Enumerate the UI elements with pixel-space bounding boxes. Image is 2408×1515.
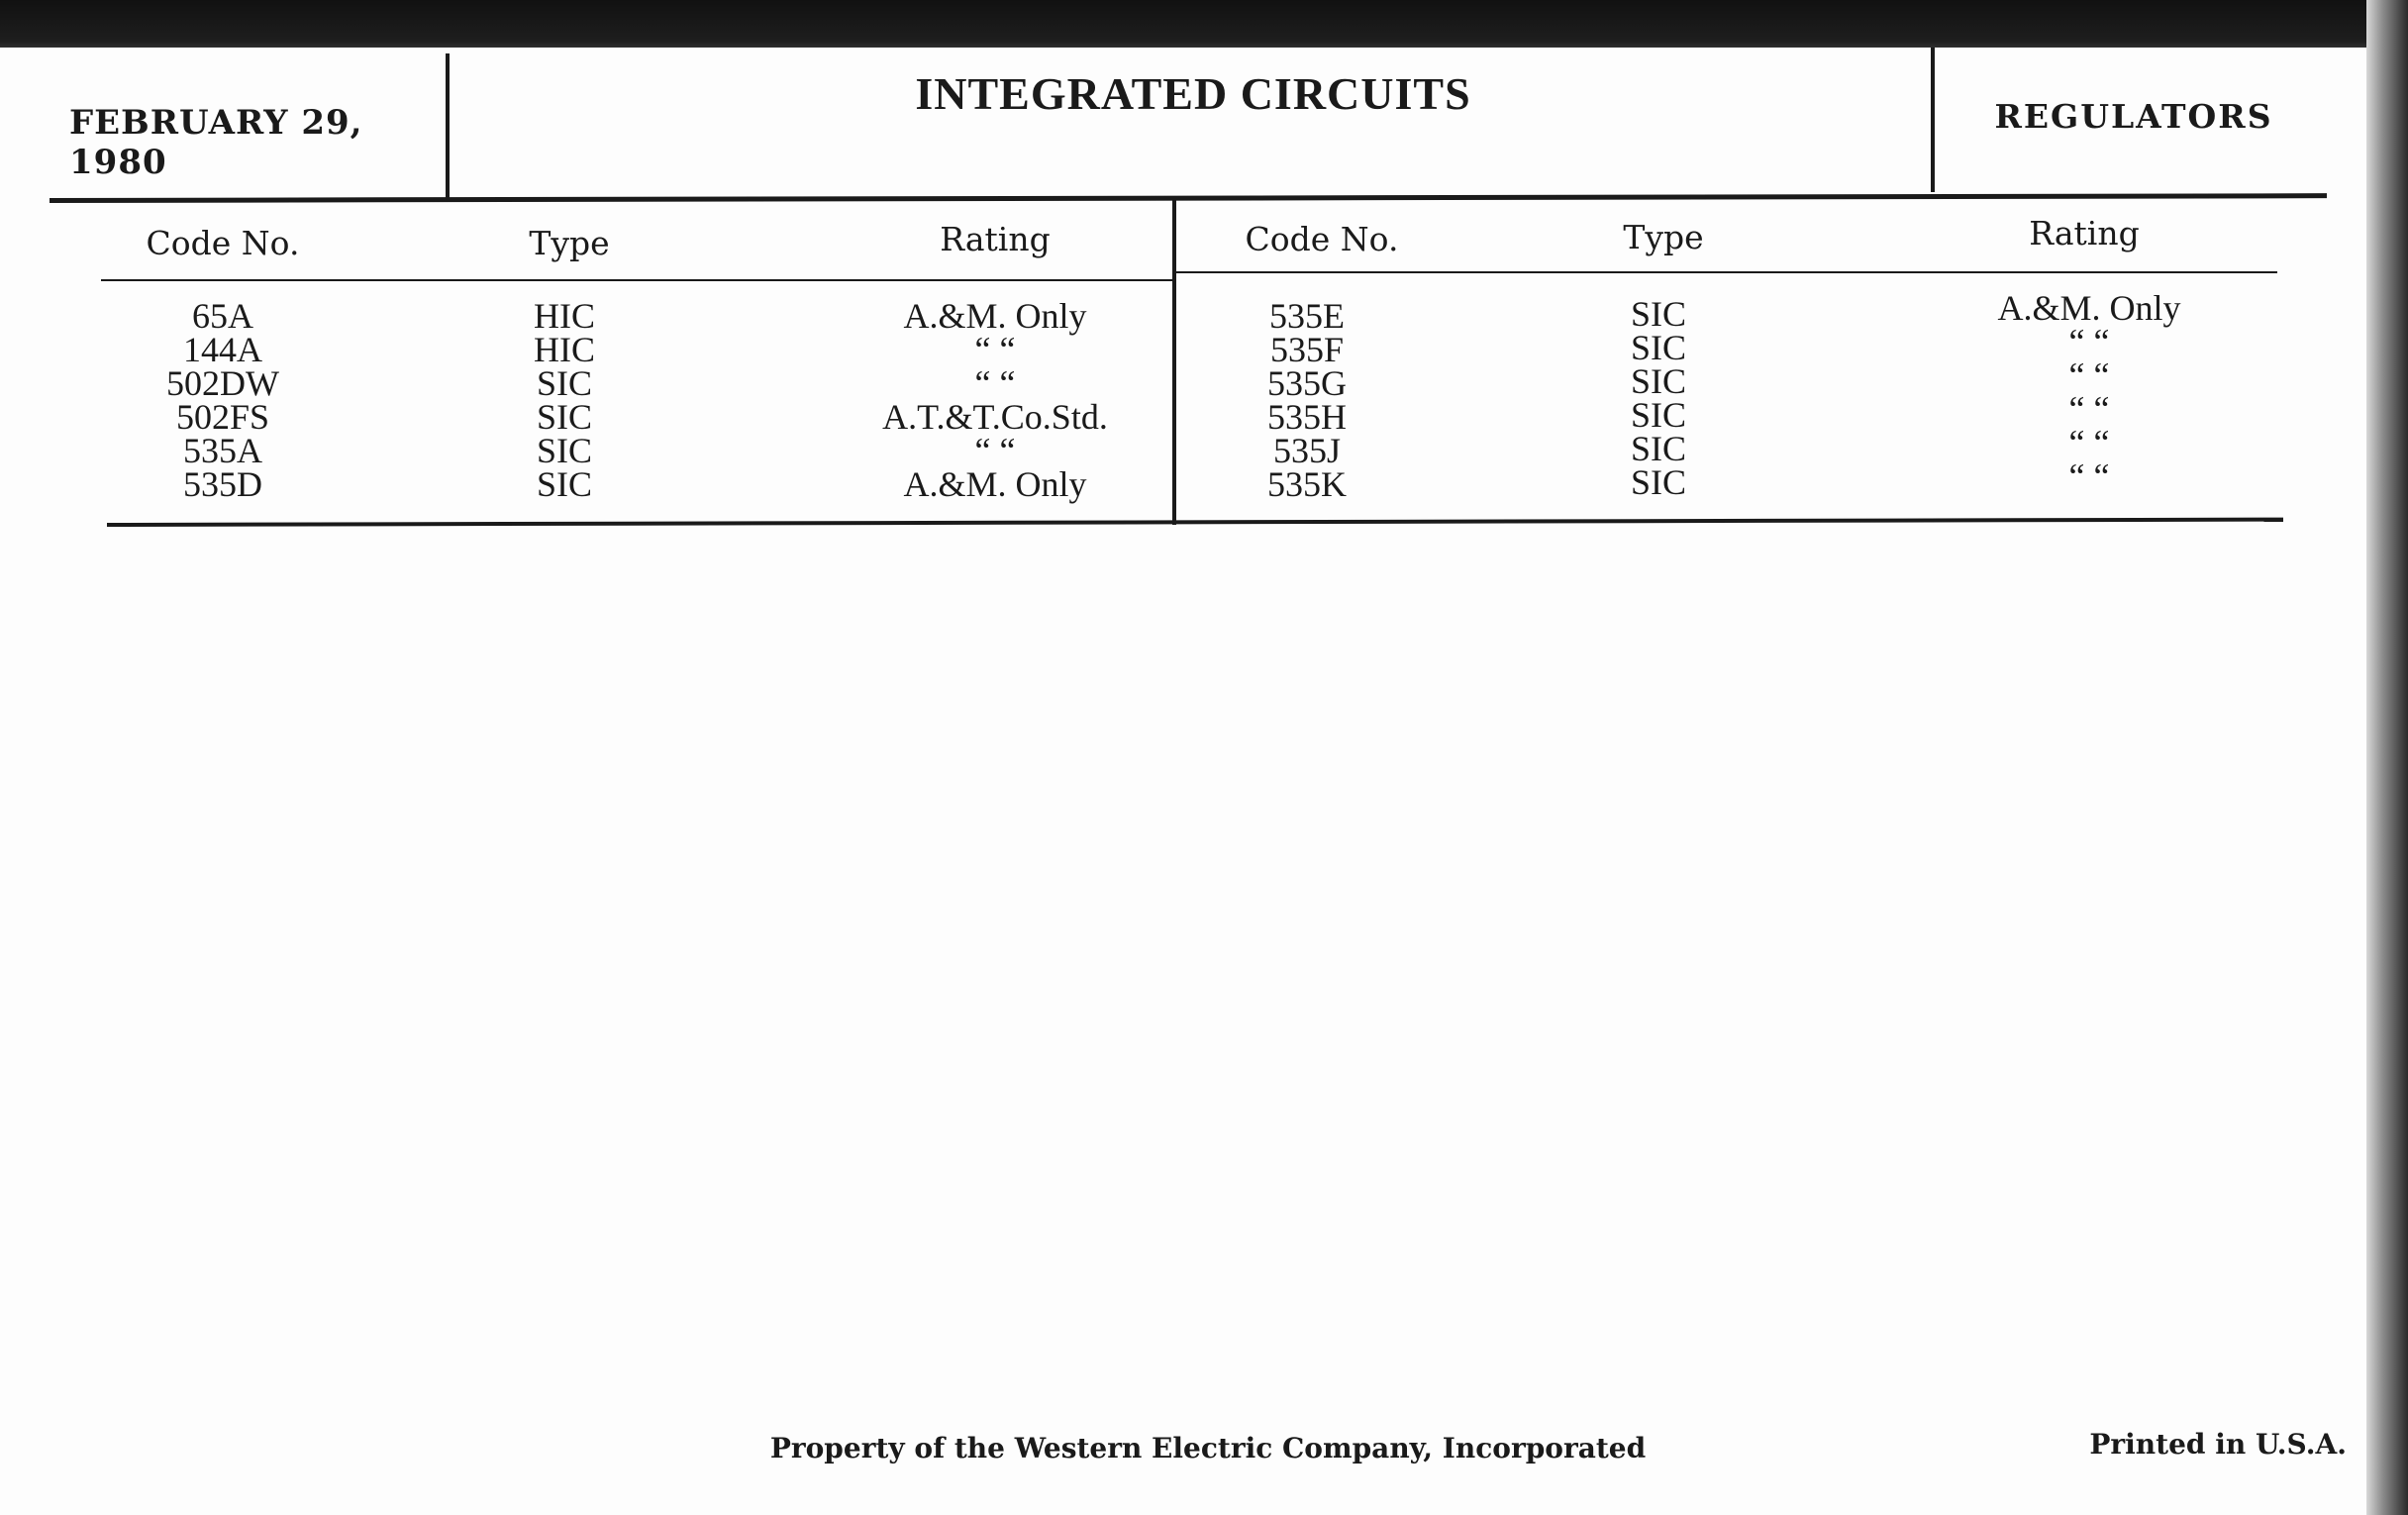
table-cell: SIC [536,363,593,403]
left-header-type: Type [529,224,610,262]
scan-right-edge [2366,0,2408,1515]
table-cell: SIC [536,464,593,504]
table-center-divider [1172,198,1176,525]
table-cell: SIC [536,397,593,437]
card-date: FEBRUARY 29, 1980 [69,103,363,182]
header-divider-left [446,53,450,198]
card-category: REGULATORS [1994,97,2273,136]
table-cell: 65A [192,296,253,336]
left-code-column [109,296,337,504]
table-cell: “ “ [2068,389,2110,429]
table-cell: “ “ [2068,355,2110,395]
right-header-type: Type [1623,218,1704,256]
table-cell: 535A [183,431,262,470]
right-header-rating: Rating [2029,214,2140,252]
table-cell: A.T.&T.Co.Std. [882,397,1108,437]
right-header-underline [1176,271,2277,273]
table-cell: 535D [183,464,262,504]
card-title: INTEGRATED CIRCUITS [915,68,1471,119]
left-type-column [465,296,663,504]
table-cell: SIC [1630,361,1687,401]
table-cell: SIC [536,431,593,470]
table-cell: SIC [1630,395,1687,435]
right-code-column [1208,296,1406,504]
index-card [0,48,2366,1515]
table-cell: HIC [534,330,595,369]
table-cell: 502DW [166,363,279,403]
table-cell: 502FS [175,397,270,437]
footer-property-notice: Property of the Western Electric Company, Incorporated [769,1432,1647,1464]
left-header-code: Code No. [146,224,300,262]
scan-top-border [0,0,2408,51]
table-cell: 535E [1269,296,1345,336]
table-cell: A.&M. Only [903,464,1087,504]
table-cell: 535H [1267,397,1347,437]
left-header-rating: Rating [940,220,1051,258]
table-cell: 535G [1267,363,1347,403]
table-cell: SIC [1630,294,1687,334]
table-cell: 535J [1272,431,1341,470]
footer-printed-in: Printed in U.S.A. [2089,1428,2347,1461]
table-cell: “ “ [2068,322,2110,361]
table-cell: “ “ [974,330,1016,369]
table-cell: “ “ [2068,423,2110,462]
table-cell: 535F [1269,330,1345,369]
table-cell: “ “ [974,363,1016,403]
table-cell: SIC [1630,328,1687,367]
table-cell: SIC [1630,429,1687,468]
table-cell: 144A [183,330,262,369]
right-rating-column [1941,288,2238,496]
table-cell: “ “ [974,431,1016,470]
table-cell: “ “ [2068,456,2110,496]
left-rating-column [832,296,1158,504]
right-type-column [1559,294,1757,502]
table-cell: HIC [534,296,595,336]
header-divider-right [1931,48,1935,192]
right-header-code: Code No. [1245,220,1399,258]
table-cell: SIC [1630,462,1687,502]
table-cell: A.&M. Only [1997,288,2181,328]
left-header-underline [101,279,1172,281]
table-cell: 535K [1267,464,1347,504]
table-cell: A.&M. Only [903,296,1087,336]
